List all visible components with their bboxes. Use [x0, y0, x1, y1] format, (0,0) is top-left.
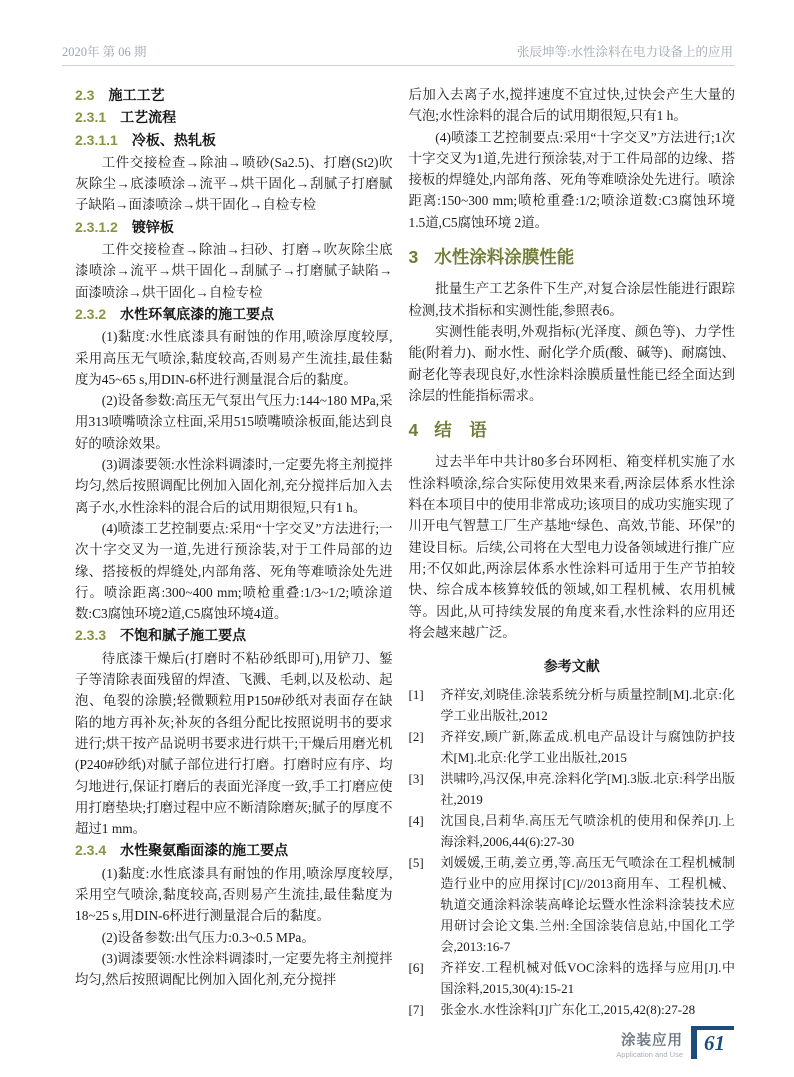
running-title: 张辰坤等:水性涂料在电力设备上的应用 [517, 45, 733, 59]
reference-number: [1] [408, 687, 424, 703]
footer-section-label: 涂装应用 [621, 1033, 683, 1049]
heading-title: 水性聚氨酯面漆的施工要点 [120, 842, 289, 859]
reference-text: 齐祥安.工程机械对低VOC涂料的选择与应用[J].中国涂料,2015,30(4):15-21 [440, 960, 735, 997]
reference-number: [4] [408, 813, 424, 829]
reference-item [409, 726, 736, 768]
reference-number: [6] [408, 960, 424, 976]
subsection-heading [75, 107, 393, 128]
references-title: 参考文献 [543, 660, 600, 676]
heading-number: 2.3.1.2 [75, 218, 118, 235]
paragraph: (4)喷漆工艺控制要点:采用“十字交叉”方法进行;一次十字交叉为一道,先进行预涂装,对于工件局部的边缘、搭接板的焊缝处,内部角落、死角等难喷涂处先进行。喷涂距离:300~400 mm;喷枪重叠:1/3~1/2;喷涂道数:C3腐蚀环境2道,C5腐蚀环境4道。 [75, 520, 393, 622]
subsection-heading [75, 304, 393, 325]
heading-title: 不饱和腻子施工要点 [120, 627, 247, 644]
reference-number: [5] [408, 855, 424, 871]
left-column [75, 84, 393, 1020]
reference-item [409, 852, 736, 957]
heading-number: 2.3 [75, 87, 95, 103]
heading-number: 2.3.1 [75, 109, 107, 126]
heading-number: 4 [408, 420, 419, 441]
paragraph: (3)调漆要领:水性涂料调漆时,一定要先将主剂搅拌均匀,然后按照调配比例加入固化剂,充分搅拌 [75, 950, 393, 988]
two-column-body [75, 84, 735, 1020]
section-heading [409, 247, 736, 268]
reference-number: [3] [408, 771, 424, 787]
reference-item [409, 810, 736, 852]
paragraph: 后加入去离子水,搅拌速度不宜过快,过快会产生大量的气泡;水性涂料的混合后的试用期很短,只有1 h。 [408, 87, 735, 124]
reference-item [409, 684, 736, 726]
reference-number: [2] [408, 729, 424, 745]
heading-title: 工艺流程 [120, 109, 177, 126]
reference-item [409, 999, 736, 1020]
heading-title: 水性环氧底漆的施工要点 [120, 305, 275, 322]
heading-number: 2.3.4 [75, 842, 107, 859]
paragraph: (1)黏度:水性底漆具有耐蚀的作用,喷涂厚度较厚,采用空气喷涂,黏度较高,否则易产生流挂,最佳黏度为18~25 s,用DIN-6杯进行测量混合后的黏度。 [75, 865, 393, 924]
paragraph: 工件交接检查→除油→喷砂(Sa2.5)、打磨(St2)吹灰除尘→底漆喷涂→流平→烘干固化→刮腻子打磨腻子缺陷→面漆喷涂→烘干固化→自检专检 [75, 154, 393, 213]
heading-title: 结 语 [434, 420, 487, 441]
subsection-heading [75, 217, 393, 238]
paragraph: 待底漆干燥后(打磨时不粘砂纸即可),用铲刀、錾子等清除表面残留的焊渣、飞溅、毛刺,以及松动、起泡、龟裂的涂膜;轻微颗粒用P150#砂纸对表面存在缺陷的地方再补灰;补灰的各组分配比按照说明书的要求进行;烘干按产品说明书要求进行烘干;干燥后用磨光机(P240#砂纸)对腻子部位进行打磨。打磨时应有序、均匀地进行,保证打磨后的表面光泽度一致,手工打磨应使用打磨垫块;打磨过程中应不断清除磨灰;腻子的厚度不超过1 mm。 [75, 650, 393, 837]
heading-number: 2.3.3 [75, 627, 107, 644]
reference-item [409, 768, 736, 810]
footer-section-label-en: Application and Use [616, 1050, 683, 1059]
heading-number: 2.3.2 [75, 305, 107, 322]
issue-label: 2020年 第 06 期 [62, 45, 147, 59]
paragraph: 实测性能表明,外观指标(光泽度、颜色等)、力学性能(附着力)、耐水性、耐化学介质(酸、碱等)、耐腐蚀、耐老化等表现良好,水性涂料涂膜质量性能已经全面达到涂层的性能指标需求。 [408, 323, 735, 403]
paragraph: (2)设备参数:出气压力:0.3~0.5 MPa。 [101, 929, 315, 945]
heading-number: 2.3.1.1 [75, 131, 118, 148]
reference-text: 齐祥安,刘晓佳.涂装系统分析与质量控制[M].北京:化学工业出版社,2012 [440, 687, 735, 724]
subsection-heading [75, 625, 393, 646]
subsection-heading [75, 85, 393, 106]
paragraph: (1)黏度:水性底漆具有耐蚀的作用,喷涂厚度较厚,采用高压无气喷涂,黏度较高,否则易产生流挂,最佳黏度为45~65 s,用DIN-6杯进行测量混合后的黏度。 [75, 329, 393, 387]
paragraph: (4)喷漆工艺控制要点:采用“十字交叉”方法进行;1次十字交叉为1道,先进行预涂装,对于工件局部的边缘、搭接板的焊缝处,内部角落、死角等难喷涂处先进行。喷涂距离:150~300 mm;喷枪重叠:1/2;喷涂道数:C3腐蚀环境1.5道,C5腐蚀环境 2道。 [408, 129, 735, 230]
subsection-heading [75, 840, 393, 861]
subsection-heading [75, 130, 393, 151]
paragraph: (3)调漆要领:水性涂料调漆时,一定要先将主剂搅拌均匀,然后按照调配比例加入固化剂,充分搅拌后加入去离子水,水性涂料的混合后的试用期很短,只有1 h。 [75, 457, 393, 515]
heading-title: 施工工艺 [108, 87, 165, 103]
paragraph: (2)设备参数:高压无气泵出气压力:144~180 MPa,采用313喷嘴喷涂立柱面,采用515喷嘴喷涂板面,能达到良好的喷涂效果。 [75, 393, 393, 451]
paragraph: 过去半年中共计80多台环网柜、箱变样机实施了水性涂料喷涂,综合实际使用效果来看,两涂层体系水性涂料在本项目中的使用非常成功;该项目的成功实施实现了川开电气智慧工厂生产基地“绿色、高效,节能、环保”的建设目标。后续,公司将在大型电力设备领域进行推广应用;不仅如此,两涂层体系水性涂料可适用于生产节拍较快、综合成本核算较低的领域,如工程机械、农用机械等。因此,从可持续发展的角度来看,水性涂料的应用还将会越来越广泛。 [408, 454, 735, 640]
heading-title: 水性涂料涂膜性能 [434, 247, 575, 268]
reference-text: 刘媛媛,王萌,姜立勇,等.高压无气喷涂在工程机械制造行业中的应用探讨[C]//2013商用车、工程机械、轨道交通涂料涂装高峰论坛暨水性涂料涂装技术应用研讨会论文集.兰州:全国涂装信息站,中国化工学会,2013:16-7 [440, 855, 735, 955]
section-heading [409, 420, 736, 441]
heading-number: 3 [408, 247, 419, 268]
paragraph: 工件交接检查→除油→扫砂、打磨→吹灰除尘底漆喷涂→流平→烘干固化→刮腻子→打磨腻子缺陷→面漆喷涂→烘干固化→自检专检 [75, 242, 393, 300]
reference-text: 沈国良,吕莉华.高压无气喷涂机的使用和保养[J].上海涂料,2006,44(6):27-30 [440, 813, 735, 850]
reference-text: 张金水.水性涂料[J]广东化工,2015,42(8):27-28 [440, 1002, 696, 1018]
heading-title: 冷板、热轧板 [131, 131, 216, 148]
right-column [409, 84, 736, 1020]
journal-header [62, 42, 735, 66]
paragraph: 批量生产工艺条件下生产,对复合涂层性能进行跟踪检测,技术指标和实测性能,参照表6。 [408, 281, 735, 318]
page-number-box: 61 [691, 1026, 734, 1059]
reference-text: 齐祥安,顾广新,陈孟成.机电产品设计与腐蚀防护技术[M].北京:化学工业出版社,2015 [440, 729, 735, 766]
footer-labels [616, 1026, 683, 1059]
reference-number: [7] [408, 1002, 424, 1018]
footer [616, 1026, 734, 1059]
reference-item [409, 957, 736, 999]
heading-title: 镀锌板 [131, 218, 174, 235]
reference-text: 洪啸吟,冯汉保,申亮.涂料化学[M].3版.北京:科学出版社,2019 [440, 771, 735, 808]
